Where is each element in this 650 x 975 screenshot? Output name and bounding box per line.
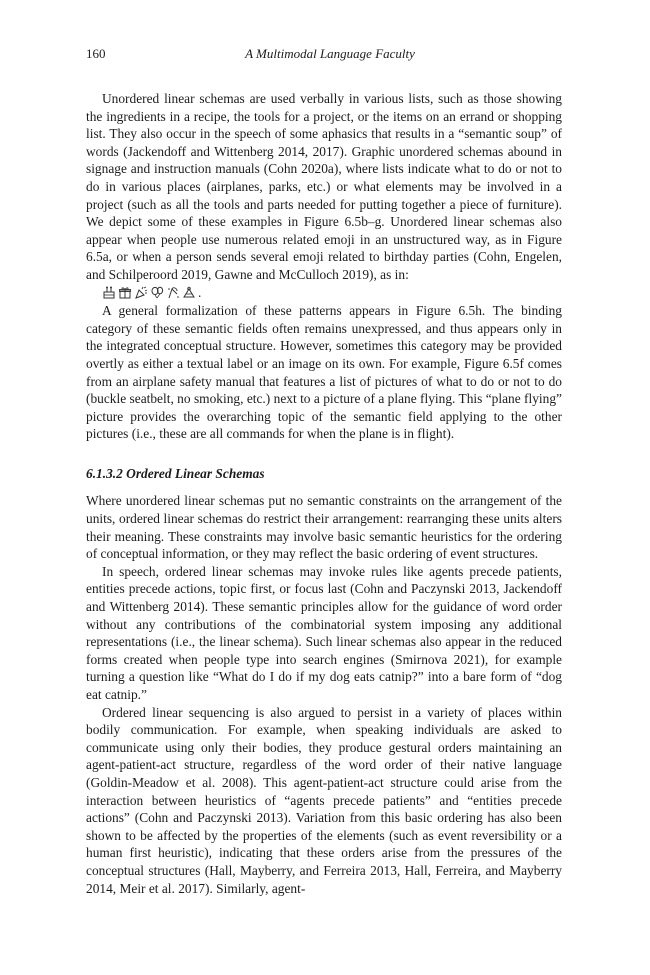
gift-icon bbox=[118, 286, 132, 299]
running-head bbox=[86, 46, 562, 64]
paragraph-speech-ordering: In speech, ordered linear schemas may invoke rules like agents precede patients, entities precede actions, topic first, or focus last (Cohn and Paczynski 2013, Jackendoff and Wittenberg 2014). These semantic principles allow for the guidance of word order without any contributions of the combinatorial system imposing any additional representations (i.e., the linear schema). Such linear schemas also appear in the reduced forms created when people type into search engines (Smirnova 2021), for example turning a question like “What do I do if my dog eats catnip?” into a bare form of “dog eat catnip.” bbox=[86, 563, 562, 702]
balloon-icon bbox=[150, 286, 164, 299]
paragraph-bodily-communication: Ordered linear sequencing is also argued to persist in a variety of places within bodily communication. For example, when speaking individuals are asked to communicate using only their bodies, they produce gestural orders maintaining an agent-patient-act structure, regardless of the word order of their native language (Goldin-Meadow et al. 2008). This agent-patient-act structure could arise from the interaction between heuristics of “agents precede patients” and “entities precede actions” (Cohn and Paczynski 2013). Variation from this basic ordering has also been shown to be affected by the properties of the elements (such as event reversibility or a human first heuristic), indicating that these orders arise from the pressures of the conceptual structures (Hall, Mayberry, and Ferreira 2013, Hall, Ferreira, and Mayberry 2014, Meir et al. 2017). Similarly, agent- bbox=[86, 704, 562, 896]
paragraph-general-formalization: A general formalization of these patterns appears in Figure 6.5h. The binding category of these semantic fields often remains unexpressed, and thus appears only in the integrated conceptual structure. However, sometimes this category may be provided overtly as either a textual label or an image on its own. For example, Figure 6.5f comes from an airplane safety manual that features a list of pictures of what to do or not to do (buckle seatbelt, no smoking, etc.) next to a picture of a plane flying. This “plane flying” picture provides the overarching topic of the semantic field applying to the other pictures (i.e., these are all commands for when the plane is in flight). bbox=[86, 303, 562, 442]
paragraph-text-end: . bbox=[198, 284, 202, 300]
shortcake-icon bbox=[182, 286, 196, 299]
birthday-cake-icon bbox=[102, 286, 116, 299]
body-text bbox=[86, 90, 562, 897]
paragraph-text: Unordered linear schemas are used verbally in various lists, such as those showing the ingredients in a recipe, the tools for a project, or the items on an errand or shopping list. They also occur in the speech of some aphasics that results in a “semantic soup” of words (Jackendoff and Wittenberg 2014, 2017). Graphic unordered schemas abound in signage and instruction manuals (Cohn 2020a), where lists indicate what to do or not to do in various places (airplanes, parks, etc.) or what elements may be involved in a project (such as all the tools and parts needed for putting together a piece of furniture). We depict some of these examples in Figure 6.5b–g. Unordered linear schemas also appear when people use numerous related emoji in an unstructured way, as in Figure 6.5a, or when a person sends several emoji related to birthday parties (Cohn, Engelen, and Schilperoord 2019, Gawne and McCulloch 2019), as in: bbox=[86, 91, 562, 282]
running-title: A Multimodal Language Faculty bbox=[245, 46, 415, 61]
emoji-sequence bbox=[86, 285, 198, 303]
page-number: 160 bbox=[86, 46, 106, 61]
section-heading: 6.1.3.2 Ordered Linear Schemas bbox=[86, 465, 265, 481]
party-popper-icon bbox=[134, 286, 148, 299]
paragraph-unordered-schemas bbox=[86, 90, 562, 302]
paragraph-ordered-schemas-intro: Where unordered linear schemas put no semantic constraints on the arrangement of the units, ordered linear schemas do restrict their arrangement: rearranging these units alters their meaning. These constraints may involve basic semantic heuristics for the ordering of conceptual information, or they may reflect the basic ordering of event structures. bbox=[86, 493, 562, 562]
confetti-icon bbox=[166, 286, 180, 299]
